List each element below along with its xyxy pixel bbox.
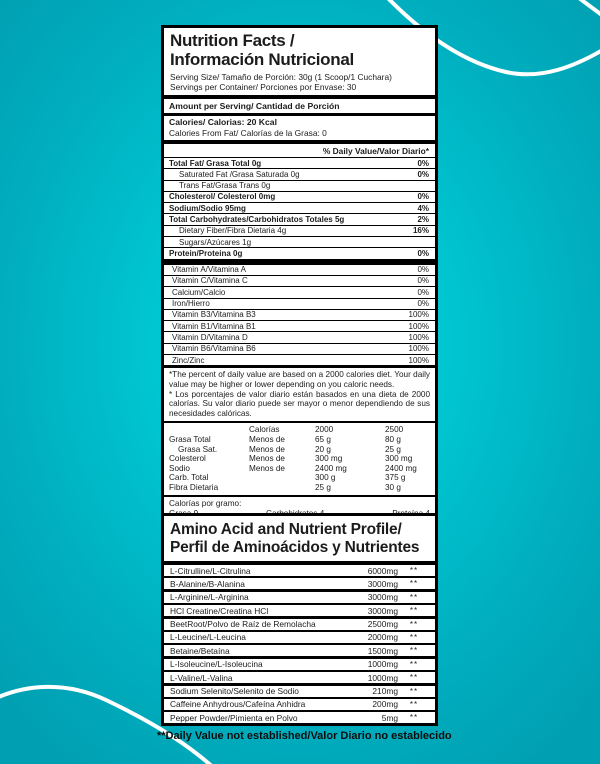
ref-cell-2000: 300 mg — [315, 454, 343, 464]
nutrient-label: Cholesterol/ Colesterol 0mg — [169, 192, 276, 202]
reference-row — [169, 483, 430, 493]
nutrient-value: 16% — [412, 226, 429, 236]
vitamin-rows — [164, 265, 435, 367]
nutrition-title-line2: Información Nutricional — [170, 50, 354, 69]
amino-label: Pepper Powder/Pimienta en Polvo — [170, 712, 298, 723]
vitamin-value: 100% — [408, 355, 429, 365]
ref-cell-2000: 25 g — [315, 482, 331, 492]
vitamin-value: 100% — [408, 344, 429, 354]
calories-box — [164, 116, 435, 140]
amino-acid-panel — [161, 513, 438, 726]
amino-amount: 3000mg — [367, 592, 398, 603]
nutrient-rows — [164, 158, 435, 260]
vitamin-label: Vitamin D/Vitamina D — [172, 332, 248, 342]
amino-label: L-Arginine/L-Arginina — [170, 592, 249, 603]
ref-cell-2000: 300 g — [315, 473, 336, 483]
ref-head-2500: 2500 — [385, 425, 404, 435]
ref-cell-label: Grasa Sat. — [178, 444, 218, 454]
amino-label: Betaine/Betaína — [170, 645, 230, 656]
nutrient-label: Protein/Proteina 0g — [169, 248, 243, 258]
amino-label: L-Valine/L-Valina — [170, 672, 233, 683]
amino-dv: ** — [409, 619, 419, 629]
vitamin-label: Vitamin B1/Vitamina B1 — [172, 321, 256, 331]
ref-cell-qualifier: Menos de — [249, 454, 285, 464]
nutrient-label: Total Carbohydrates/Carbohidratos Totales 5g — [169, 214, 345, 224]
amino-row — [164, 672, 435, 683]
servings-per-container-text: Servings per Container/ Porciones por Envase: 30 — [170, 82, 357, 92]
nutrient-row — [164, 237, 435, 248]
amino-amount: 200mg — [372, 699, 398, 710]
amino-dv: ** — [409, 592, 419, 602]
vitamin-row — [164, 355, 435, 366]
ref-head-calories: Calorías — [249, 425, 280, 435]
vitamin-row — [164, 332, 435, 343]
nutrition-main-table — [164, 144, 435, 522]
reference-row — [169, 445, 430, 455]
vitamin-row — [164, 310, 435, 321]
vitamin-label: Calcium/Calcio — [172, 287, 226, 297]
amino-dv: ** — [409, 686, 419, 696]
ref-cell-2500: 80 g — [385, 434, 401, 444]
vitamin-label: Vitamin B3/Vitamina B3 — [172, 310, 256, 320]
vitamin-label: Iron/Hierro — [172, 299, 210, 309]
reference-table-header — [169, 425, 430, 435]
amino-header — [164, 516, 435, 561]
vitamin-row — [164, 321, 435, 332]
vitamin-label: Zinc/Zinc — [172, 355, 205, 365]
ref-cell-2000: 65 g — [315, 434, 331, 444]
vitamin-value: 100% — [408, 310, 429, 320]
nutrient-value: 2% — [417, 214, 429, 224]
reference-row — [169, 454, 430, 464]
reference-row — [169, 435, 430, 445]
amino-label: Caffeine Anhydrous/Cafeína Anhidra — [170, 699, 306, 710]
vitamin-value: 0% — [417, 287, 429, 297]
amino-row — [164, 712, 435, 723]
ref-cell-qualifier: Menos de — [249, 434, 285, 444]
nutrient-value: 4% — [417, 203, 429, 213]
nutrient-label: Saturated Fat /Grasa Saturada 0g — [179, 169, 300, 179]
amino-dv: ** — [409, 713, 419, 723]
nutrient-label: Sodium/Sodio 95mg — [169, 203, 246, 213]
ref-cell-2500: 300 mg — [385, 454, 413, 464]
nutrient-value: 0% — [417, 192, 429, 202]
amino-row — [164, 645, 435, 656]
amino-amount: 210mg — [372, 686, 398, 697]
amino-row — [164, 632, 435, 643]
ref-cell-qualifier: Menos de — [249, 444, 285, 454]
nutrition-header — [164, 28, 435, 95]
ref-cell-qualifier — [249, 483, 315, 493]
daily-value-header: % Daily Value/Valor Diario* — [164, 144, 435, 158]
amino-row — [164, 686, 435, 697]
ref-head-2000: 2000 — [315, 425, 334, 435]
vitamin-row — [164, 287, 435, 298]
calories-from-fat-text: Calories From Fat/ Calorías de la Grasa: 0 — [169, 127, 327, 138]
nutrient-row — [164, 158, 435, 169]
nutrient-row — [164, 214, 435, 225]
nutrient-row — [164, 181, 435, 192]
vitamin-label: Vitamin C/Vitamina C — [172, 276, 248, 286]
nutrient-row — [164, 203, 435, 214]
nutrient-label: Sugars/Azúcares 1g — [179, 237, 252, 247]
ref-cell-2500: 25 g — [385, 444, 401, 454]
amino-label: L-Isoleucine/L-Isoleucina — [170, 659, 263, 670]
amino-row — [164, 578, 435, 589]
footnote-spanish: * Los porcentajes de valor diario están basados en una dieta de 2000 calorías. Su valor diario puede ser mayor o menor dependiendo de sus necesidades calóricas. — [169, 389, 430, 418]
calories-per-gram-title: Calorías por gramo: — [169, 499, 242, 509]
amino-label: L-Leucine/L-Leucina — [170, 632, 246, 643]
vitamin-value: 0% — [417, 299, 429, 309]
vitamin-value: 100% — [408, 332, 429, 342]
amino-row — [164, 659, 435, 670]
amino-amount: 3000mg — [367, 578, 398, 589]
vitamin-value: 0% — [417, 265, 429, 275]
ref-cell-label: Carb. Total — [169, 473, 209, 483]
nutrient-row — [164, 248, 435, 259]
reference-table — [164, 421, 435, 495]
nutrient-row — [164, 226, 435, 237]
amino-title-line1: Amino Acid and Nutrient Profile/ — [170, 521, 402, 538]
amino-dv: ** — [409, 659, 419, 669]
nutrient-row — [164, 169, 435, 180]
amino-dv: ** — [409, 606, 419, 616]
nutrition-facts-panel — [161, 25, 438, 525]
nutrient-label: Dietary Fiber/Fibra Dietaria 4g — [179, 226, 287, 236]
nutrition-title-line1: Nutrition Facts / — [170, 31, 295, 50]
calories-text: Calories/ Calorias: 20 Kcal — [169, 117, 277, 127]
vitamin-row — [164, 299, 435, 310]
amino-amount: 1000mg — [367, 672, 398, 683]
amino-label: B-Alanine/B-Alanina — [170, 578, 245, 589]
amount-per-serving-row: Amount per Serving/ Cantidad de Porción — [164, 99, 435, 113]
amino-label: HCl Creatine/Creatina HCl — [170, 605, 269, 616]
vitamin-label: Vitamin A/Vitamina A — [172, 265, 246, 275]
amino-row — [164, 565, 435, 576]
nutrient-label: Total Fat/ Grasa Total 0g — [169, 158, 262, 168]
amino-amount: 1000mg — [367, 659, 398, 670]
reference-rows — [169, 435, 430, 493]
footnote-block — [164, 366, 435, 421]
nutrient-value: 0% — [417, 169, 429, 179]
reference-row — [169, 464, 430, 474]
amino-dv: ** — [409, 699, 419, 709]
amino-dv: ** — [409, 566, 419, 575]
ref-cell-label: Sodio — [169, 463, 190, 473]
amino-rows — [164, 565, 435, 723]
ref-cell-label: Grasa Total — [169, 434, 211, 444]
nutrient-row — [164, 192, 435, 203]
nutrient-value: 0% — [417, 158, 429, 168]
amino-amount: 6000mg — [367, 565, 398, 576]
daily-value-footnote: **Daily Value not established/Valor Diario no establecido — [157, 730, 452, 742]
reference-row — [169, 473, 430, 483]
ref-cell-qualifier — [249, 473, 315, 483]
ref-head-empty — [169, 425, 249, 435]
amino-dv: ** — [409, 579, 419, 589]
decorative-curve-corner — [566, 0, 600, 18]
nutrient-value: 0% — [417, 248, 429, 258]
amino-row — [164, 619, 435, 630]
ref-cell-2500: 375 g — [385, 473, 406, 483]
vitamin-row — [164, 276, 435, 287]
amino-dv: ** — [409, 632, 419, 642]
amino-amount: 2000mg — [367, 632, 398, 643]
amino-label: Sodium Selenito/Selenito de Sodio — [170, 686, 299, 697]
amino-amount: 1500mg — [367, 645, 398, 656]
nutrient-label: Trans Fat/Grasa Trans 0g — [179, 181, 271, 191]
amino-amount: 3000mg — [367, 605, 398, 616]
amino-amount: 2500mg — [367, 619, 398, 630]
amino-row — [164, 605, 435, 616]
ref-cell-2500: 2400 mg — [385, 463, 417, 473]
amino-amount: 5mg — [381, 712, 398, 723]
ref-cell-label: Fibra Dietaria — [169, 482, 219, 492]
vitamin-value: 0% — [417, 276, 429, 286]
vitamin-row — [164, 344, 435, 355]
vitamin-label: Vitamin B6/Vitamina B6 — [172, 344, 256, 354]
amino-dv: ** — [409, 646, 419, 656]
amino-row — [164, 699, 435, 710]
ref-cell-qualifier: Menos de — [249, 463, 285, 473]
vitamin-row — [164, 265, 435, 276]
vitamin-value: 100% — [408, 321, 429, 331]
amino-title-line2: Perfil de Aminoácidos y Nutrientes — [170, 538, 420, 556]
ref-cell-2000: 20 g — [315, 444, 331, 454]
serving-size-text: Serving Size/ Tamaño de Porción: 30g (1 Scoop/1 Cuchara) — [170, 72, 392, 82]
ref-cell-2500: 30 g — [385, 482, 401, 492]
amino-row — [164, 592, 435, 603]
amino-label: L-Citrulline/L-Citrulina — [170, 565, 251, 576]
footnote-english: *The percent of daily value are based on a 2000 calories diet. Your daily value may be higher or lower depending on you caloric needs. — [169, 370, 430, 389]
ref-cell-label: Colesterol — [169, 454, 206, 464]
amino-dv: ** — [409, 673, 419, 683]
amino-label: BeetRoot/Polvo de Raíz de Remolacha — [170, 619, 316, 630]
ref-cell-2000: 2400 mg — [315, 463, 347, 473]
